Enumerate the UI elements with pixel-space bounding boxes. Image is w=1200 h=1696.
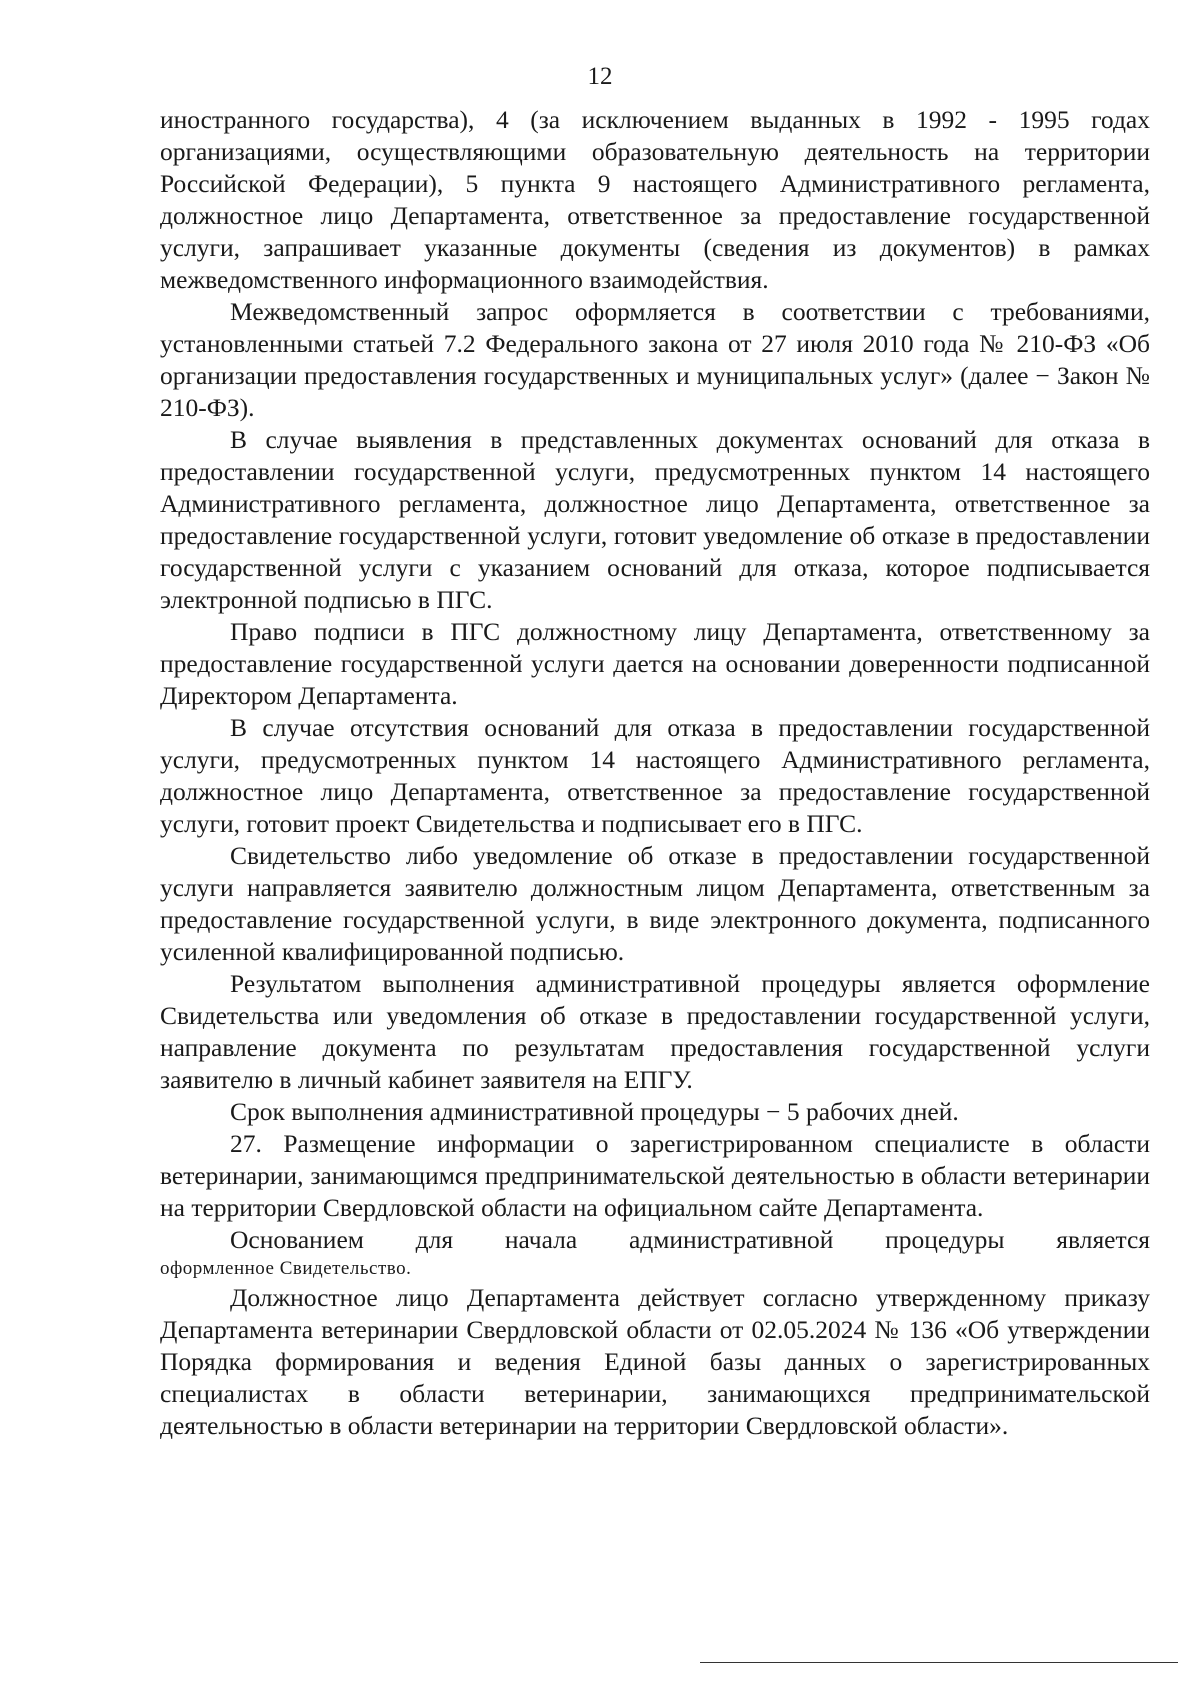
paragraph-procedure-basis: Основанием для начала административной процедуры является [230,1225,1150,1254]
document-body [160,104,1150,1442]
paragraph-continuation: иностранного государства), 4 (за исключением выданных в 1992 - 1995 годах организациями, осуществляющими образовательную деятельность на территории Российской Федерации), 5 пункта 9 настоящего Административного регламента, должностное лицо Департамента, ответственное за предоставление государственной услуги, запрашивает указанные документы (сведения из документов) в рамках межведомственного информационного взаимодействия. [160,105,1150,294]
footer-divider [700,1662,1178,1663]
paragraph-item-27: 27. Размещение информации о зарегистрированном специалисте в области ветеринарии, занимающимся предпринимательской деятельностью в области ветеринарии на территории Свердловской области на официальном сайте Департамента. [160,1129,1150,1222]
paragraph-certificate-delivery: Свидетельство либо уведомление об отказе в предоставлении государственной услуги направляется заявителю должностным лицом Департамента, ответственным за предоставление государственной услуги, в виде электронного документа, подписанного усиленной квалифицированной подписью. [160,841,1150,966]
paragraph-order-reference: Должностное лицо Департамента действует согласно утвержденному приказу Департамента ветеринарии Свердловской области от 02.05.2024 № 136 «Об утверждении Порядка формирования и ведения Единой базы данных о зарегистрированных специалистах в области ветеринарии, занимающихся предпринимательской деятельностью в области ветеринарии на территории Свердловской области». [160,1283,1150,1440]
paragraph-interagency-request: Межведомственный запрос оформляется в соответствии с требованиями, установленными статьей 7.2 Федерального закона от 27 июля 2010 года № 210-ФЗ «Об организации предоставления государственных и муниципальных услуг» (далее − Закон № 210-ФЗ). [160,297,1150,422]
paragraph-no-refusal: В случае отсутствия оснований для отказа в предоставлении государственной услуги, предусмотренных пунктом 14 настоящего Административного регламента, должностное лицо Департамента, ответственное за предоставление государственной услуги, готовит проект Свидетельства и подписывает его в ПГС. [160,713,1150,838]
paragraph-signature-right: Право подписи в ПГС должностному лицу Департамента, ответственному за предоставление государственной услуги дается на основании доверенности подписанной Директором Департамента. [160,617,1150,710]
paragraph-procedure-basis-tail: оформленное Свидетельство. [160,1258,412,1279]
page-number: 12 [587,63,613,90]
paragraph-procedure-result: Результатом выполнения административной процедуры является оформление Свидетельства или уведомления об отказе в предоставлении государственной услуги, направление документа по результатам предоставления государственной услуги заявителю в личный кабинет заявителя на ЕПГУ. [160,969,1150,1094]
paragraph-procedure-term: Срок выполнения административной процедуры − 5 рабочих дней. [230,1097,959,1126]
paragraph-refusal-grounds: В случае выявления в представленных документах оснований для отказа в предоставлении государственной услуги, предусмотренных пунктом 14 настоящего Административного регламента, должностное лицо Департамента, ответственное за предоставление государственной услуги, готовит уведомление об отказе в предоставлении государственной услуги с указанием оснований для отказа, которое подписывается электронной подписью в ПГС. [160,425,1150,614]
